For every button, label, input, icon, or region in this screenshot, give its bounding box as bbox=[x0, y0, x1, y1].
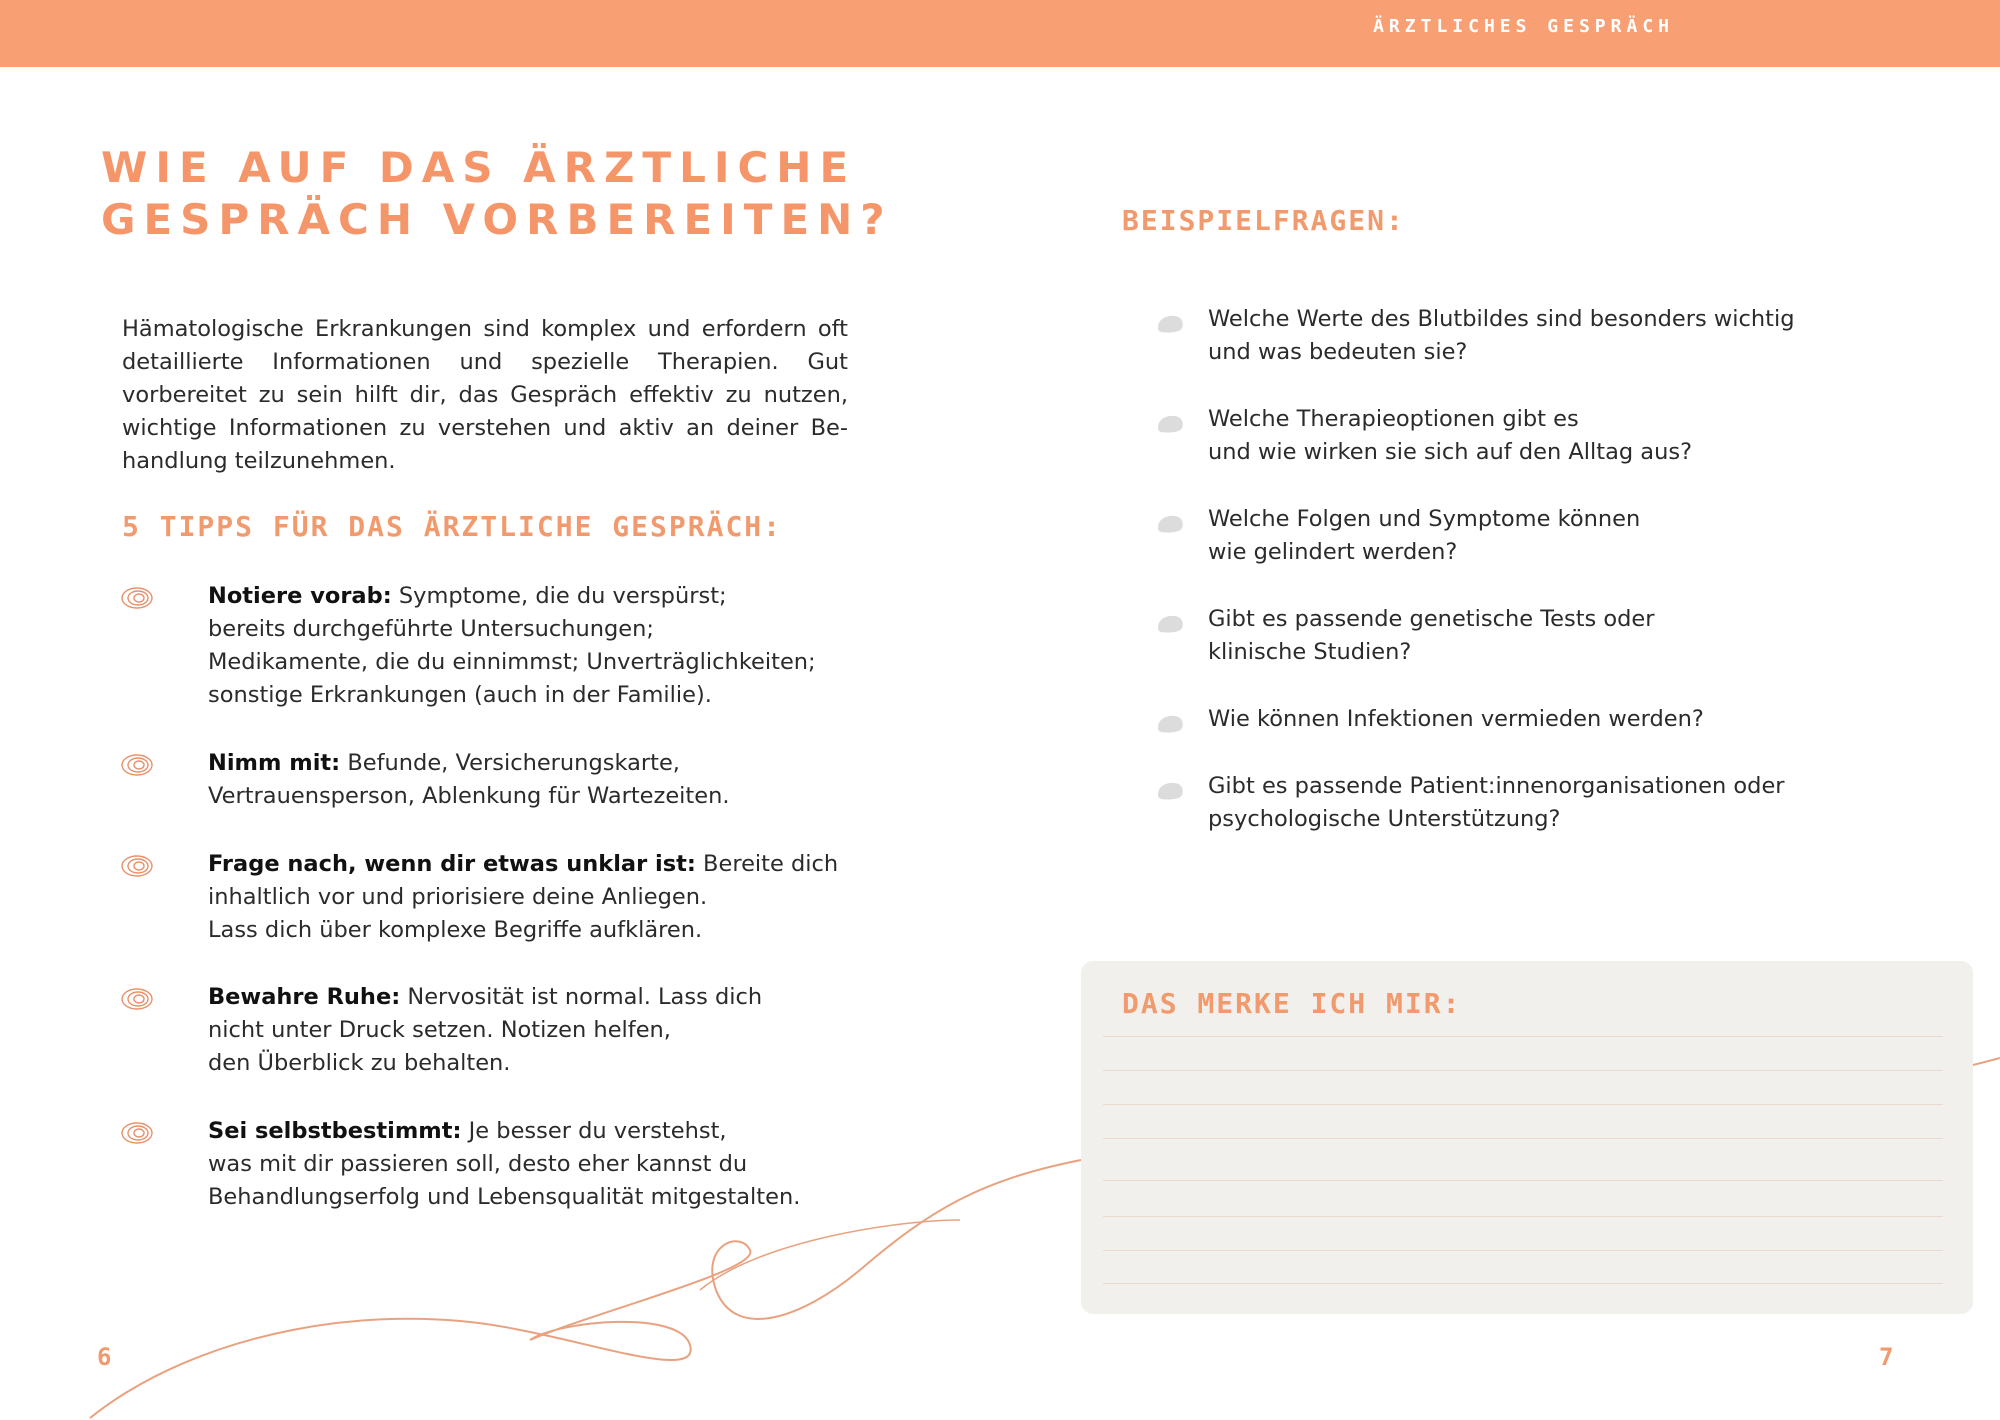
bullet-dot-icon bbox=[1155, 611, 1185, 635]
question-text bbox=[1208, 703, 1888, 736]
spiral-icon bbox=[120, 586, 154, 610]
spiral-icon bbox=[120, 987, 154, 1011]
question-line: Gibt es passende genetische Tests oder bbox=[1208, 606, 1655, 632]
questions-heading: BEISPIELFRAGEN: bbox=[1122, 204, 1405, 237]
tip-title: Nimm mit: bbox=[208, 750, 341, 776]
note-line bbox=[1103, 1070, 1943, 1071]
bullet-dot-icon bbox=[1155, 711, 1185, 735]
tip-line: Nervosität ist normal. Lass dich bbox=[400, 984, 763, 1010]
bullet-dot-icon bbox=[1155, 411, 1185, 435]
question-text bbox=[1208, 770, 1888, 836]
tip-text bbox=[208, 848, 868, 947]
tip-line: Behandlungserfolg und Lebensqualität mitgestalten. bbox=[208, 1184, 801, 1210]
question-line: und was bedeuten sie? bbox=[1208, 339, 1468, 365]
tip-line: Medikamente, die du einnimmst; Unverträglichkeiten; bbox=[208, 649, 816, 675]
tip-text bbox=[208, 981, 868, 1080]
question-text bbox=[1208, 503, 1888, 569]
bullet-dot-icon bbox=[1155, 511, 1185, 535]
tip-line: Vertrauensperson, Ablenkung für Wartezeiten. bbox=[208, 783, 730, 809]
tip-line: nicht unter Druck setzen. Notizen helfen, bbox=[208, 1017, 671, 1043]
question-line: wie gelindert werden? bbox=[1208, 539, 1458, 565]
header-label: ÄRZTLICHES GESPRÄCH bbox=[1373, 16, 1674, 37]
title-line-1: WIE AUF DAS ÄRZTLICHE bbox=[101, 143, 857, 192]
question-text bbox=[1208, 403, 1888, 469]
tip-text bbox=[208, 580, 868, 712]
question-text bbox=[1208, 303, 1888, 369]
note-line bbox=[1103, 1216, 1943, 1217]
question-line: Welche Therapieoptionen gibt es bbox=[1208, 406, 1579, 432]
note-line bbox=[1103, 1138, 1943, 1139]
question-line: psychologische Unterstützung? bbox=[1208, 806, 1561, 832]
question-line: Gibt es passende Patient:innenorganisationen oder bbox=[1208, 773, 1785, 799]
tip-line: was mit dir passieren soll, desto eher kannst du bbox=[208, 1151, 748, 1177]
tip-line: Symptome, die du verspürst; bbox=[391, 583, 727, 609]
bullet-dot-icon bbox=[1155, 311, 1185, 335]
tip-text bbox=[208, 1115, 868, 1214]
tip-line: inhaltlich vor und priorisiere deine Anliegen. bbox=[208, 884, 708, 910]
page-number-right: 7 bbox=[1879, 1343, 1894, 1371]
header-bar bbox=[0, 0, 2000, 67]
bullet-dot-icon bbox=[1155, 778, 1185, 802]
tip-line: bereits durchgeführte Untersuchungen; bbox=[208, 616, 654, 642]
tip-title: Notiere vorab: bbox=[208, 583, 392, 609]
page-title bbox=[101, 142, 961, 246]
spiral-icon bbox=[120, 753, 154, 777]
page-number-left: 6 bbox=[97, 1343, 112, 1371]
spiral-icon bbox=[120, 1121, 154, 1145]
tip-line: sonstige Erkrankungen (auch in der Familie). bbox=[208, 682, 712, 708]
question-line: und wie wirken sie sich auf den Alltag aus? bbox=[1208, 439, 1693, 465]
question-text bbox=[1208, 603, 1888, 669]
note-line bbox=[1103, 1250, 1943, 1251]
tip-line: Je besser du verstehst, bbox=[461, 1118, 727, 1144]
spiral-icon bbox=[120, 854, 154, 878]
tip-line: Lass dich über komplexe Begriffe aufklären. bbox=[208, 917, 703, 943]
tip-line: den Überblick zu behalten. bbox=[208, 1050, 511, 1076]
tip-line: Befunde, Versicherungskarte, bbox=[340, 750, 680, 776]
tip-text bbox=[208, 747, 868, 813]
tips-heading: 5 TIPPS FÜR DAS ÄRZTLICHE GESPRÄCH: bbox=[122, 510, 783, 543]
notes-heading: DAS MERKE ICH MIR: bbox=[1122, 987, 1462, 1020]
question-line: klinische Studien? bbox=[1208, 639, 1412, 665]
intro-paragraph: Hämatologische Erkrankungen sind komplex und erfordern oft detaillierte Informationen und spezielle Therapien. Gut vorbereitet zu sein hilft dir, das Gespräch effektiv zu nutzen, wichtige Informationen zu verstehen und aktiv an deiner Be-handlung teilzunehmen. bbox=[122, 316, 848, 474]
question-line: Welche Werte des Blutbildes sind besonders wichtig bbox=[1208, 306, 1795, 332]
tip-title: Bewahre Ruhe: bbox=[208, 984, 401, 1010]
note-line bbox=[1103, 1104, 1943, 1105]
title-line-2: GESPRÄCH VORBEREITEN? bbox=[101, 195, 893, 244]
note-line bbox=[1103, 1036, 1943, 1037]
tip-title: Frage nach, wenn dir etwas unklar ist: bbox=[208, 851, 696, 877]
question-line: Welche Folgen und Symptome können bbox=[1208, 506, 1641, 532]
tip-title: Sei selbstbestimmt: bbox=[208, 1118, 462, 1144]
tip-line: Bereite dich bbox=[695, 851, 839, 877]
note-line bbox=[1103, 1283, 1943, 1284]
note-line bbox=[1103, 1180, 1943, 1181]
question-line: Wie können Infektionen vermieden werden? bbox=[1208, 706, 1704, 732]
